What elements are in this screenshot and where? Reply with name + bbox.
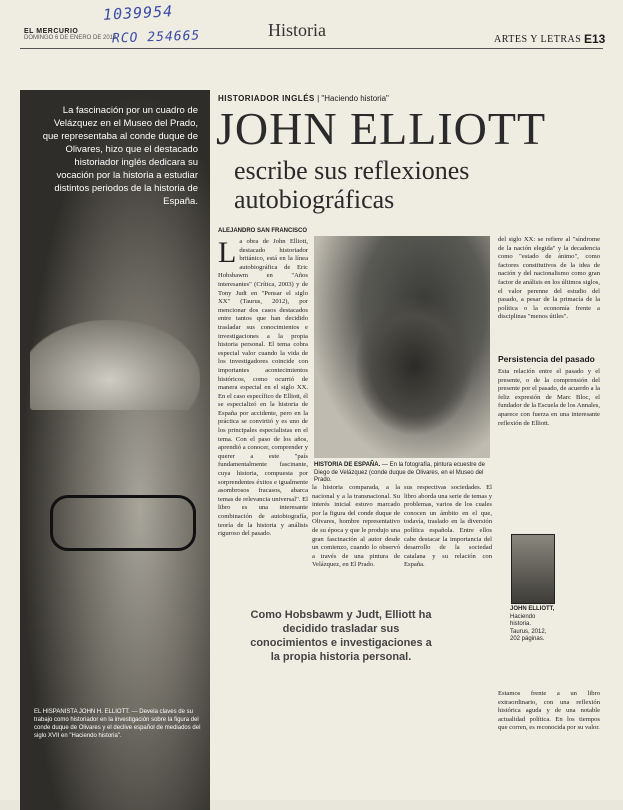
handwritten-number-stamp: 1039954 (102, 2, 174, 24)
kicker: HISTORIADOR INGLÉS | "Haciendo historia" (218, 94, 389, 103)
book-publisher: Taurus, 2012, 202 páginas. (510, 628, 547, 642)
equestrian-figure (354, 296, 474, 436)
book-cover (511, 534, 555, 604)
publication-date: DOMINGO 6 DE ENERO DE 2013 (24, 35, 117, 41)
section-subhead: Persistencia del pasado (498, 354, 595, 364)
book-author: JOHN ELLIOTT, (510, 606, 555, 612)
supplement-name: ARTES Y LETRAS (494, 34, 582, 45)
page-number: E13 (584, 32, 606, 46)
book-title: Haciendo historia. (510, 613, 536, 627)
byline: ALEJANDRO SAN FRANCISCO (218, 228, 308, 234)
column-1-text: a obra de John Elliott, destacado historiador británico, está en la línea autobiográfica de Eric Hobsbawm en "Años interesantes" (Crítica, 2003) y de Tony Judt en "Pensar el siglo XX" (Taurus, 2012), por mencionar dos casos destacados entre tantos que han decidido trasladar sus conocimientos e investigaciones a la propia historia personal. El tema cobra especial valor cuando la vida de los investigadores coincide con importantes acontecimientos históricos, como ocurrió de manera especial en el siglo XX. En el caso específico de Elliott, él se especializó en la historia de España por accidente, pero en la práctica se convirtió y es uno de los principales especialistas en el tema. Con el paso de los años, aprendió a conocer, comprender y querer a este "país fundamentalmente fascinante, cuya historia, compuesta por sorprendentes éxitos e igualmente asombrosos fracasos, abarca temas de relevancia universal". El libro es una interesante combinación de autobiografía, teoría de la historia y análisis riguroso del pasado. (218, 238, 308, 538)
portrait-caption: EL HISPANISTA JOHN H. ELLIOTT. — Devela claves de su trabajo como historiador en la investigación sobre la figura del conde duque de Olivares y el declive español de mediados del siglo XVII en "Haciendo historia". (34, 709, 201, 739)
article-column-4: del siglo XX: se refiere al "síndrome de la nación elegida" y la decadencia como "estado de ánimo", como factores constitutivos de la idea de nación y del nacionalismo como gran factor de análisis en los últimos siglos, el valor perenne del estudio del pasado, a pesar de la primacía de la política o la economía frente a disciplinas "menos útiles". (498, 236, 601, 321)
pull-quote: Como Hobsbawm y Judt, Elliott ha decidido trasladar sus conocimientos e investigaciones a la propia historia personal. (250, 609, 432, 663)
kicker-label: HISTORIADOR INGLÉS (218, 94, 315, 103)
intro-text: La fascinación por un cuadro de Velázquez en el Museo del Prado, que representaba al conde duque de Olivares, hizo que el destacado historiador inglés dedicara su vocación por la historia a estudiar distintos periodos de la historia de España. (42, 105, 198, 207)
painting-caption-label: HISTORIA DE ESPAÑA. (314, 462, 381, 468)
painting-caption-text: — En la fotografía, pintura ecuestre de Diego de Velázquez (conde duque de Olivares, en el Museo del Prado. (314, 462, 485, 483)
article-column-1 (218, 238, 308, 539)
header-divider (20, 48, 603, 49)
article-column-2: la historia comparada, a la nacional y a la transnacional. Su interés inicial estuvo marcado por la figura del conde duque de Olivares, hombre representativo de su época y que le produjo una gran fascinación al autor desde un comienzo, cuando lo observó a través de una pintura de Velázquez, en El Prado. (312, 484, 400, 569)
book-caption (510, 606, 558, 644)
archive-code-stamp: RCO 254665 (111, 28, 201, 47)
subheadline: escribe sus reflexiones autobiográficas (234, 156, 470, 214)
article-column-4b: Esta relación entre el pasado y el presente, o de la comprensión del presente por el pasado, de acuerdo a la feliz expresión de Marc Bloc, el fundador de la Escuela de los Annales, aparece con fuerza en una interesante reflexión de Elliott. (498, 368, 600, 427)
portrait-hair (30, 320, 200, 410)
portrait-glasses (50, 495, 196, 551)
velazquez-painting-photo (314, 236, 490, 458)
masthead (24, 28, 116, 41)
painting-caption (314, 462, 492, 485)
headline: JOHN ELLIOTT (216, 103, 547, 154)
section-title: Historia (268, 20, 326, 40)
kicker-book: "Haciendo historia" (321, 94, 389, 103)
article-column-5: Estamos frente a un libro extraordinario, con una reflexión histórica aguda y de una notable actualidad política. En los tiempos que corren, es reconocida por su valor. (498, 690, 600, 732)
article-column-3: sus respectivas sociedades. El libro aborda una serie de temas y problemas, varios de los cuales conocen un ámbito en el que, todavía, traslado en la diversión política española. Entre ellos cabe destacar la importancia del desarrollo de la sociedad catalana y su relación con España. (404, 484, 492, 569)
publication-name: EL MERCURIO (24, 28, 79, 35)
drop-cap: L (218, 236, 237, 269)
